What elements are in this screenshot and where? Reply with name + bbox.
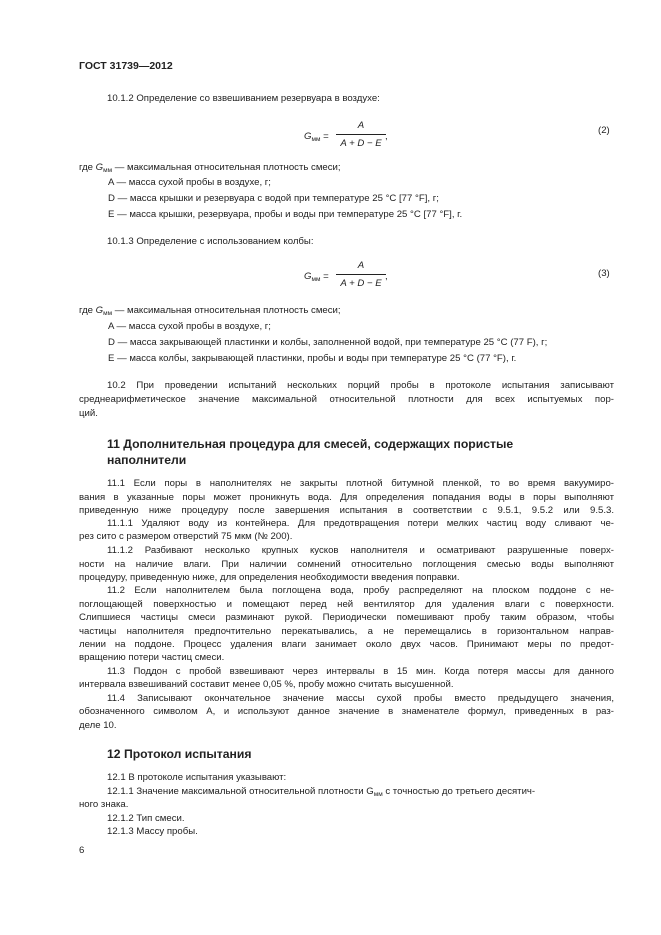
para-11-1-2-line-1: 11.1.2 Разбивают несколько крупных кусков наполнителя и осматривают разрушенные поверх- xyxy=(107,545,614,556)
where-2-a: A — масса сухой пробы в воздухе, г; xyxy=(108,321,271,332)
heading-11-line-2: наполнители xyxy=(107,453,187,467)
para-11-2-line-2: поглощающей поверхностью и помещают перед ней вентилятор для удаления влаги с поверхности. xyxy=(79,599,614,610)
where-1-a: A — масса сухой пробы в воздухе, г; xyxy=(108,177,271,188)
formula-2-fraction-line xyxy=(336,134,386,135)
heading-11-line-1: 11 Дополнительная процедура для смесей, содержащих пористые xyxy=(107,437,514,451)
where-1-g: где $G_{мм}$ — максимальная относительная плотность смеси; xyxy=(79,162,341,174)
para-11-4-line-3: деле 10. xyxy=(79,720,117,731)
para-11-1-2-line-2: ности на наличие влаги. При наличии сомнений относительно поглощения смесью воды выполняют xyxy=(79,559,614,570)
formula-3-denominator: A + D − E xyxy=(340,278,382,289)
document-header: ГОСТ 31739—2012 xyxy=(79,60,173,72)
formula-2-comma: , xyxy=(385,131,388,142)
para-11-2-line-4: частицы наполнителя предпочтительно перекатывались, а не перемещались в горизонтальном направ- xyxy=(79,626,614,637)
formula-3-comma: , xyxy=(385,271,388,282)
para-11-3-line-1: 11.3 Поддон с пробой взвешивают через интервалы в 15 мин. Когда потеря массы для данного xyxy=(107,666,614,677)
page-number: 6 xyxy=(79,845,85,856)
formula-3-number: (3) xyxy=(598,268,610,279)
formula-2-lhs: $G_{мм}$ = xyxy=(304,131,329,143)
para-11-2-line-5: лении на поддоне. Процесс удаления влаги занимает около двух часов. Принимают меры по предот- xyxy=(79,639,614,650)
para-11-2-line-1: 11.2 Если наполнителем была поглощена вода, пробу распределяют на плоском поддоне с не- xyxy=(107,585,614,596)
formula-3-fraction-line xyxy=(336,274,386,275)
where-1-e: E — масса крышки, резервуара, пробы и воды при температуре 25 °С [77 °F], г. xyxy=(108,209,463,220)
para-12-1-2: 12.1.2 Тип смеси. xyxy=(107,813,185,824)
para-11-1-line-2: вания в указанные поры может проникнуть вода. Для определения попадания воды в поры выполняют xyxy=(79,492,614,503)
where-2-g: где $G_{мм}$ — максимальная относительная плотность смеси; xyxy=(79,305,341,317)
para-11-1-line-3: приведенную ниже процедуру после завершения испытания в соответствии с 9.5.1, 9.5.2 или 9.5.3. xyxy=(79,505,614,516)
para-10-2-line-1: 10.2 При проведении испытаний нескольких порций пробы в протоколе испытания записывают xyxy=(107,380,614,391)
para-11-1-1-line-1: 11.1.1 Удаляют воду из контейнера. Для предотвращения потери мелких частиц воду сливают че- xyxy=(107,518,614,529)
para-11-1-2-line-3: процедуру, приведенную ниже, для определения необходимости введения поправки. xyxy=(79,572,460,583)
section-10-1-2: 10.1.2 Определение со взвешиванием резервуара в воздухе: xyxy=(107,93,380,104)
heading-12: 12 Протокол испытания xyxy=(107,747,252,761)
where-1-d: D — масса крышки и резервуара с водой при температуре 25 °С [77 °F], г; xyxy=(108,193,439,204)
para-11-3-line-2: интервала взвешиваний составит менее 0,05 %, пробу можно считать высушенной. xyxy=(79,679,454,690)
formula-2-denominator: A + D − E xyxy=(340,138,382,149)
para-12-1-1-line-1: 12.1.1 Значение максимальной относительной плотности $G_{мм}$ с точностью до третьего десятич- xyxy=(107,786,536,798)
para-12-1-3: 12.1.3 Массу пробы. xyxy=(107,826,198,837)
para-12-1-1-line-2: ного знака. xyxy=(79,799,129,810)
para-11-1-line-1: 11.1 Если поры в наполнителях не закрыты плотной битумной пленкой, то во время вакуумиро- xyxy=(107,478,614,489)
para-12-1: 12.1 В протоколе испытания указывают: xyxy=(107,772,287,783)
para-11-4-line-2: обозначенного символом A, и используют данное значение в знаменателе формул, приведенных в раз- xyxy=(79,706,614,717)
para-10-2-line-3: ций. xyxy=(79,408,98,419)
para-11-2-line-6: вращению потери частиц смеси. xyxy=(79,652,225,663)
para-11-1-1-line-2: рез сито с размером отверстий 75 мкм (№ 200). xyxy=(79,531,293,542)
para-10-2-line-2: среднеарифметическое значение максимальной относительной плотности для всех испытуемых пор- xyxy=(79,394,614,405)
where-2-e: E — масса колбы, закрывающей пластинки, пробы и воды при температуре 25 °С (77 °F), г. xyxy=(108,353,517,364)
formula-2-number: (2) xyxy=(598,125,610,136)
section-10-1-3: 10.1.3 Определение с использованием колбы: xyxy=(107,236,314,247)
formula-3-numerator: A xyxy=(357,260,365,271)
where-2-d: D — масса закрывающей пластинки и колбы, заполненной водой, при температуре 25 °С (77 F), г; xyxy=(108,337,548,348)
para-11-2-line-3: Слипшиеся частицы смеси разминают рукой. Периодически помешивают пробу таким образом, чтобы xyxy=(79,612,614,623)
formula-2-numerator: A xyxy=(357,120,365,131)
formula-3-lhs: $G_{мм}$ = xyxy=(304,271,329,283)
para-11-4-line-1: 11.4 Записывают окончательное значение массы сухой пробы вместо предыдущего значения, xyxy=(107,693,614,704)
